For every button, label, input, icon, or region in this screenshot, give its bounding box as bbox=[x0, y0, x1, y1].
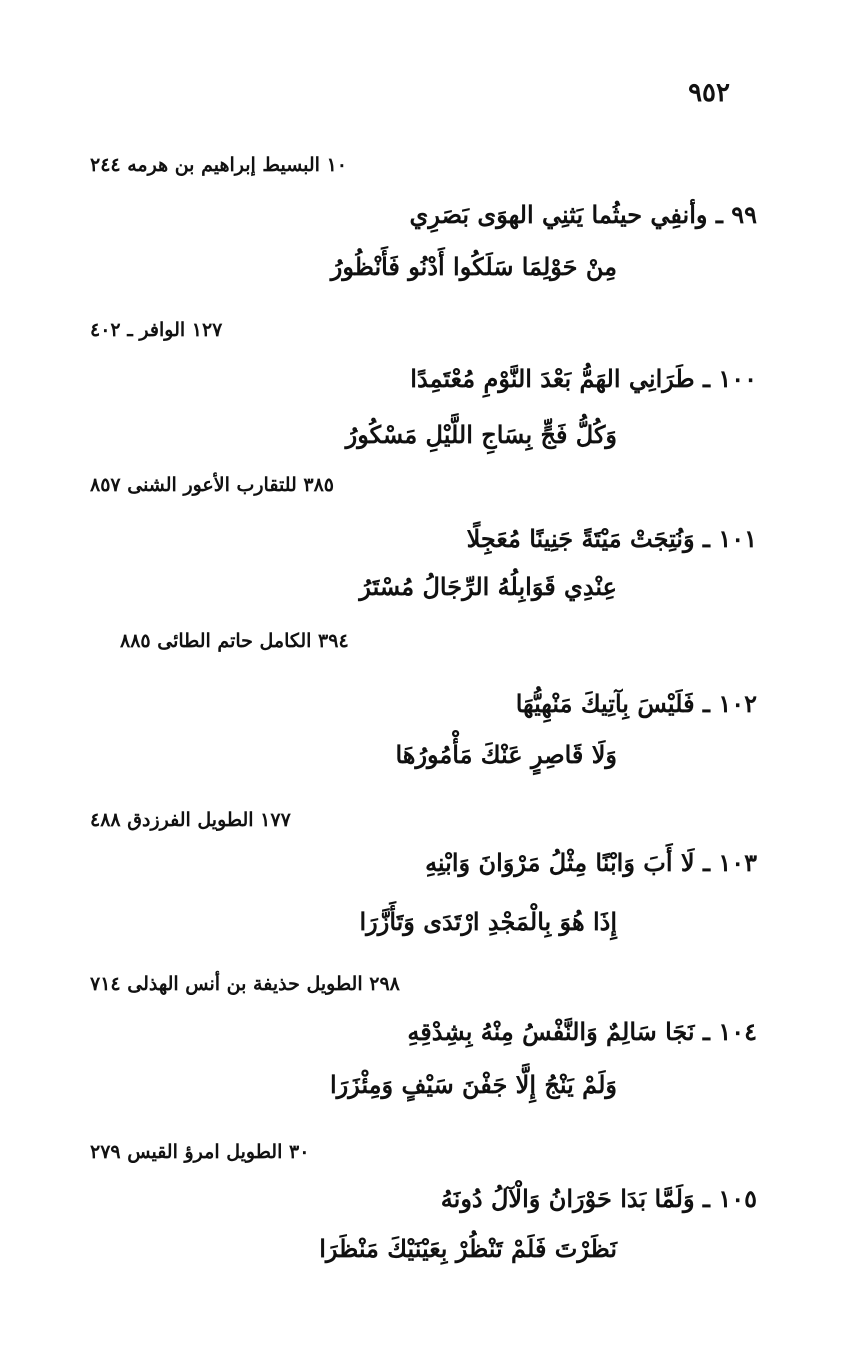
verse-reference: ٣٠ الطويل امرؤ القيس ٢٧٩ bbox=[90, 1141, 310, 1163]
verse-second-hemistich: وَلَا قَاصِرٍ عَنْكَ مَأْمُورُهَا bbox=[395, 740, 617, 769]
verse-reference: ١٢٧ الوافر ـ ٤٠٢ bbox=[90, 319, 223, 341]
verse-second-hemistich: نَظَرْتَ فَلَمْ تَنْظُرْ بِعَيْنَيْكَ مَنْظَرَا bbox=[319, 1234, 617, 1263]
verse-first-hemistich: ١٠٤ ـ نَجَا سَالِمٌ وَالنَّفْسُ مِنْهُ بِشِدْقِهِ bbox=[407, 1017, 757, 1046]
verse-reference: ١٠ البسيط إبراهيم بن هرمه ٢٤٤ bbox=[90, 154, 347, 176]
verse-first-hemistich: ١٠٥ ـ وَلَمَّا بَدَا حَوْرَانُ وَالْآلُ دُونَهُ bbox=[440, 1184, 757, 1213]
verse-second-hemistich: إِذَا هُوَ بِالْمَجْدِ ارْتَدَى وَتَأَزَّرَا bbox=[359, 907, 617, 936]
verse-second-hemistich: مِنْ حَوْلِمَا سَلَكُوا أَدْنُو فَأَنْظُورُ bbox=[330, 252, 617, 281]
verse-first-hemistich: ١٠١ ـ وَنُتِجَتْ مَيْتَةً جَنِينًا مُعَجِلًا bbox=[466, 524, 757, 553]
verse-second-hemistich: وَكُلُّ فَجٍّ بِسَاجِ اللَّيْلِ مَسْكُورُ bbox=[345, 420, 617, 449]
verse-first-hemistich: ٩٩ ـ وأنفِي حيثُما يَثنِي الهوَى بَصَرِي bbox=[409, 200, 757, 229]
verse-second-hemistich: عِنْدِي قَوَابِلُهُ الرِّجَالُ مُسْتَرُ bbox=[359, 572, 617, 601]
verse-reference: ٣٩٤ الكامل حاتم الطائى ٨٨٥ bbox=[120, 630, 349, 652]
verse-reference: ٢٩٨ الطويل حذيفة بن أنس الهذلى ٧١٤ bbox=[90, 973, 400, 995]
verse-first-hemistich: ١٠٣ ـ لَا أَبَ وَابْنًا مِثْلُ مَرْوَانَ وَابْنِهِ bbox=[425, 848, 757, 877]
verse-first-hemistich: ١٠٠ ـ طَرَانِي الهَمُّ بَعْدَ النَّوْمِ مُعْتَمِدًا bbox=[410, 364, 757, 393]
page-number: ٩٥٢ bbox=[688, 78, 730, 108]
verse-second-hemistich: وَلَمْ يَنْجُ إِلَّا جَفْنَ سَيْفٍ وَمِئْزَرَا bbox=[329, 1070, 617, 1099]
verse-reference: ١٧٧ الطويل الفرزدق ٤٨٨ bbox=[90, 809, 291, 831]
verse-first-hemistich: ١٠٢ ـ فَلَيْسَ بِآتِيكَ مَنْهِيُّهَا bbox=[515, 689, 757, 718]
verse-reference: ٣٨٥ للتقارب الأعور الشنى ٨٥٧ bbox=[90, 474, 335, 496]
